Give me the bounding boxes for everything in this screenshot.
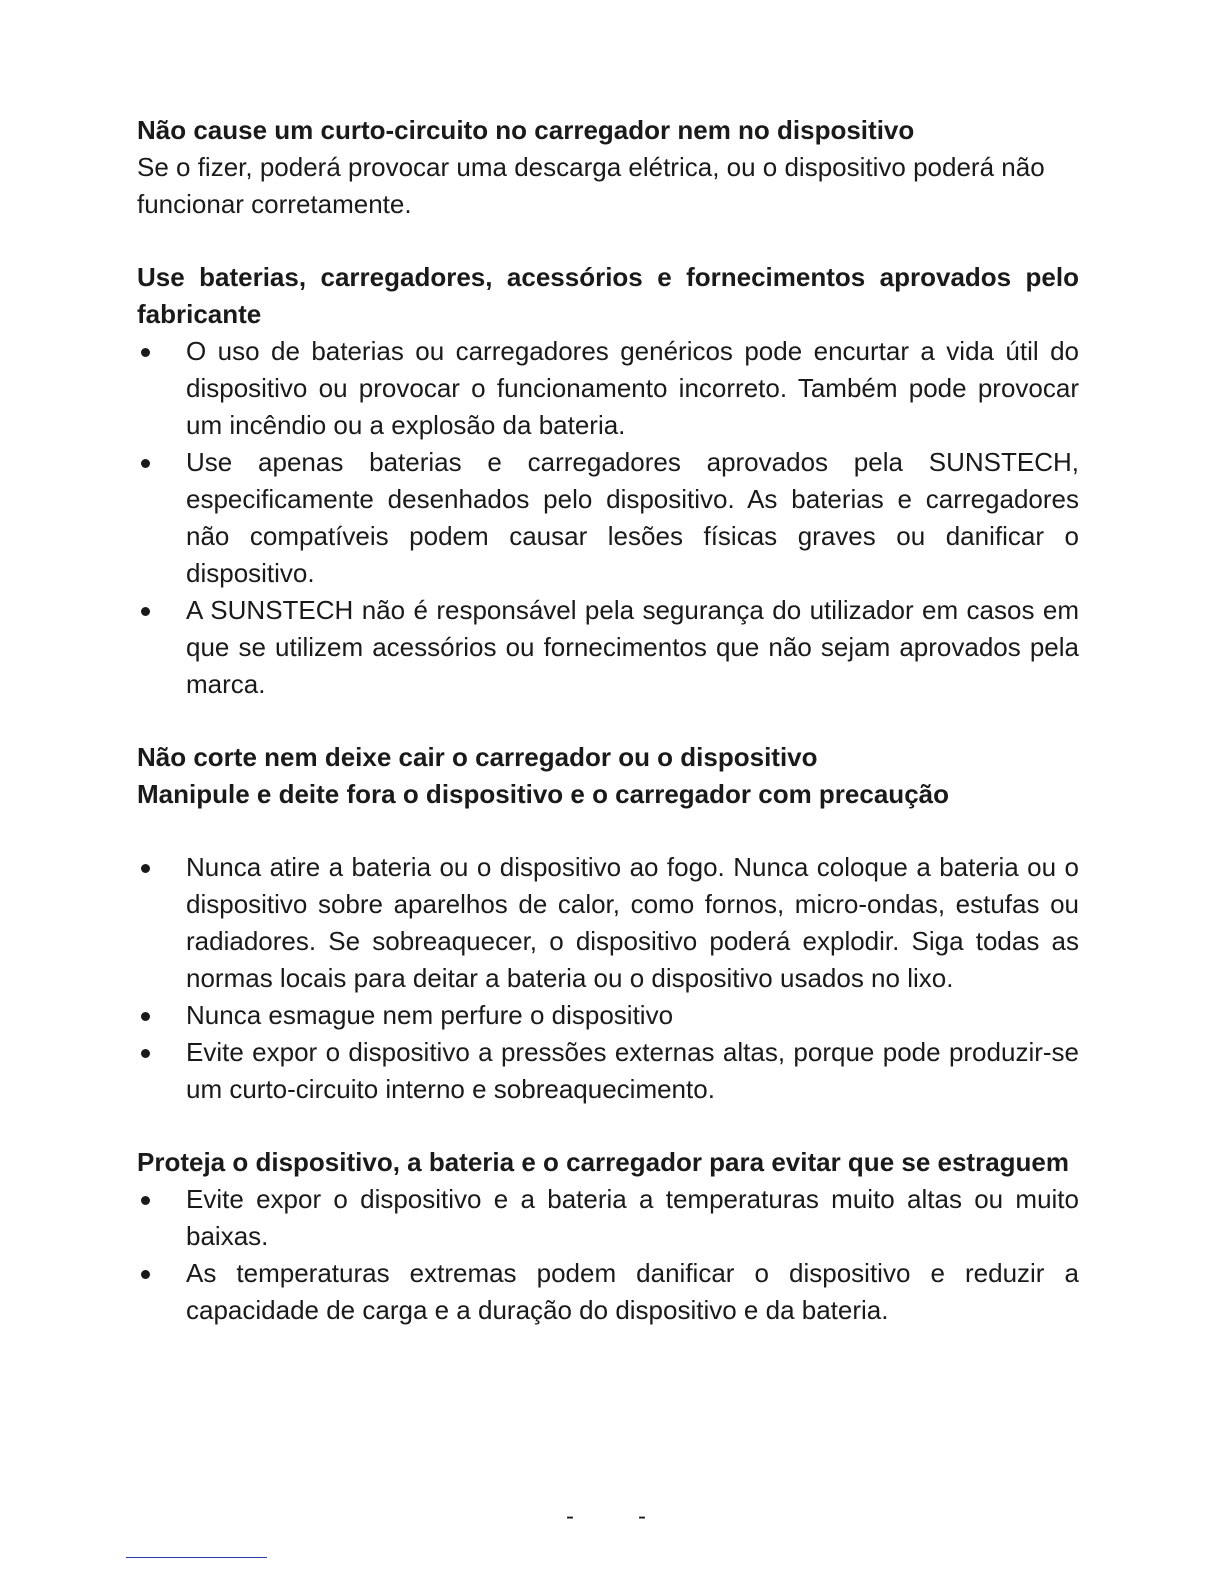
bullet-icon	[141, 1049, 150, 1058]
list-item	[137, 1255, 1079, 1329]
section-handle-with-care	[137, 739, 1079, 1108]
bullet-icon	[141, 1270, 150, 1279]
list-item-text: Evite expor o dispositivo e a bateria a temperaturas muito altas ou muito baixas.	[186, 1184, 1079, 1251]
bullet-list	[137, 849, 1079, 1108]
list-item	[137, 849, 1079, 997]
list-item-text: Evite expor o dispositivo a pressões externas altas, porque pode produzir-se um curto-circuito interno e sobreaquecimento.	[186, 1037, 1079, 1104]
list-item-text: A SUNSTECH não é responsável pela segurança do utilizador em casos em que se utilizem acessórios ou fornecimentos que não sejam aprovados pela marca.	[186, 595, 1079, 699]
list-item-text: Nunca esmague nem perfure o dispositivo	[186, 1000, 674, 1030]
bullet-list	[137, 1181, 1079, 1329]
list-item	[137, 333, 1079, 444]
section-heading: Use baterias, carregadores, acessórios e fornecimentos aprovados pelo fabricante	[137, 262, 1079, 329]
document-page	[137, 112, 1079, 1329]
footer-dash-right: -	[638, 1503, 646, 1530]
section-subheading: Manipule e deite fora o dispositivo e o carregador com precaução	[137, 779, 949, 809]
section-short-circuit	[137, 112, 1079, 223]
list-item	[137, 1034, 1079, 1108]
section-protect-device	[137, 1144, 1079, 1329]
list-item	[137, 1181, 1079, 1255]
list-item	[137, 592, 1079, 703]
bullet-list	[137, 333, 1079, 703]
section-paragraph: Se o fizer, poderá provocar uma descarga elétrica, ou o dispositivo poderá não funcionar corretamente.	[137, 152, 1045, 219]
footer-dash-left: -	[566, 1503, 574, 1530]
list-item-text: Nunca atire a bateria ou o dispositivo ao fogo. Nunca coloque a bateria ou o dispositivo sobre aparelhos de calor, como fornos, micro-ondas, estufas ou radiadores. Se sobreaquecer, o dispositivo poderá explodir. Siga todas as normas locais para deitar a bateria ou o dispositivo usados no lixo.	[186, 852, 1079, 993]
section-heading: Proteja o dispositivo, a bateria e o carregador para evitar que se estraguem	[137, 1147, 1070, 1177]
list-item-text: Use apenas baterias e carregadores aprovados pela SUNSTECH, especificamente desenhados pelo dispositivo. As baterias e carregadores não compatíveis podem causar lesões físicas graves ou danificar o dispositivo.	[186, 447, 1079, 588]
list-item-text: O uso de baterias ou carregadores genéricos pode encurtar a vida útil do dispositivo ou provocar o funcionamento incorreto. Também pode provocar um incêndio ou a explosão da bateria.	[186, 336, 1079, 440]
footer-rule	[126, 1557, 267, 1558]
list-item	[137, 997, 1079, 1034]
bullet-icon	[141, 1196, 150, 1205]
bullet-icon	[141, 864, 150, 873]
bullet-icon	[141, 1012, 150, 1021]
section-approved-accessories	[137, 259, 1079, 703]
section-heading: Não corte nem deixe cair o carregador ou o dispositivo	[137, 742, 818, 772]
section-heading: Não cause um curto-circuito no carregador nem no dispositivo	[137, 115, 915, 145]
bullet-icon	[141, 459, 150, 468]
list-item-text: As temperaturas extremas podem danificar o dispositivo e reduzir a capacidade de carga e a duração do dispositivo e da bateria.	[186, 1258, 1079, 1325]
list-item	[137, 444, 1079, 592]
bullet-icon	[141, 607, 150, 616]
page-footer	[566, 1502, 646, 1532]
bullet-icon	[141, 348, 150, 357]
